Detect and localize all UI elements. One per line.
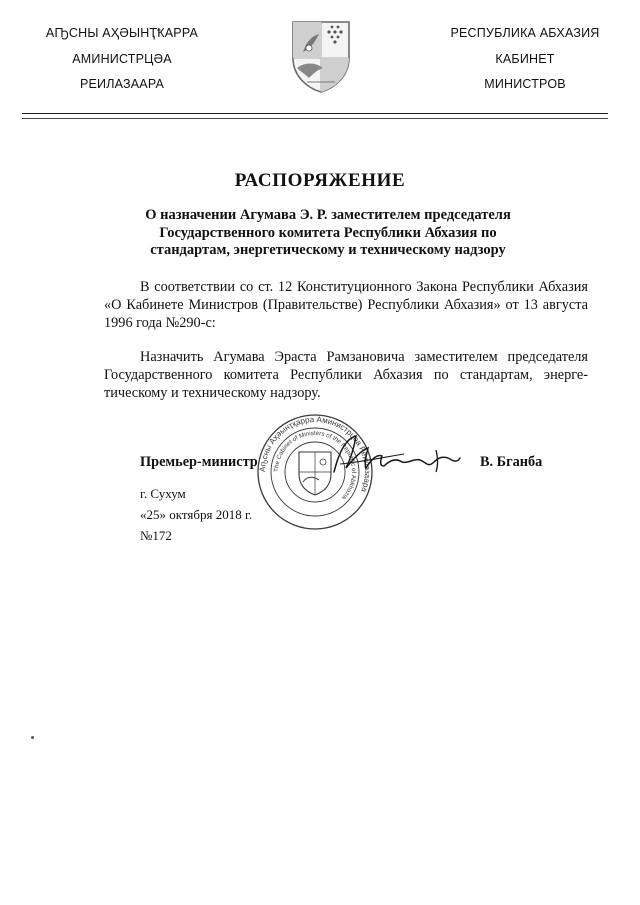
header-right-line-3: МИНИСТРОВ	[484, 77, 566, 91]
svg-text:Аҧсны Аҳәынҭқарра Аминистрцәа: Аҧсны Аҳәынҭқарра Аминистрцәа Реилазаара	[257, 414, 373, 494]
header-right-block	[425, 24, 625, 101]
paragraph-legal-basis: В соответствии со ст. 12 Конституционного Закона Республики Абхазия «О Кабинете Министров (Правительстве) Республики Абхазия» от 13 августа 1996 года №290-с:	[104, 279, 588, 331]
paragraph-appointment: Назначить Агумава Эраста Рамзановича заместителем председателя Государственного комитета Республики Абхазия по стандартам, энерге-тическому и техническому надзору.	[104, 349, 588, 401]
abkhazia-coat-of-arms-icon	[289, 18, 353, 94]
subject-line-1: О назначении Агумава Э. Р. заместителем председателя	[145, 207, 511, 223]
header-left-line-1: АҦСНЫ АҲӘЫНҬҞАРРА	[45, 26, 199, 40]
header-left-line-2: АМИНИСТРЦӘА	[72, 51, 172, 66]
subject-line-3: стандартам, энергетическому и техническому надзору	[150, 242, 506, 258]
header-left-block	[22, 24, 222, 101]
document-place: г. Сухум	[140, 486, 186, 501]
header-right-line-2: КАБИНЕТ	[495, 51, 555, 66]
signatory-name: В. Бганба	[480, 454, 543, 470]
svg-text:The Cabinet of Ministers of th: The Cabinet of Ministers of the Republic of Abkhazia	[272, 429, 358, 501]
header-divider-thick	[22, 113, 608, 114]
document-title: РАСПОРЯЖЕНИЕ	[234, 170, 406, 191]
signatory-role: Премьер-министр	[140, 454, 258, 470]
document-number: №172	[140, 528, 172, 543]
handwritten-signature-icon	[310, 428, 470, 488]
header-divider-thin	[22, 118, 608, 119]
header-left-line-3: РЕИЛАЗААРА	[79, 77, 165, 91]
subject-line-2: Государственного комитета Республики Абхазия по	[159, 224, 497, 241]
document-subject	[98, 207, 558, 260]
scan-artifact-dot	[31, 736, 34, 739]
document-date: «25» октября 2018 г.	[140, 507, 253, 522]
header-right-line-1: РЕСПУБЛИКА АБХАЗИЯ	[450, 26, 600, 40]
